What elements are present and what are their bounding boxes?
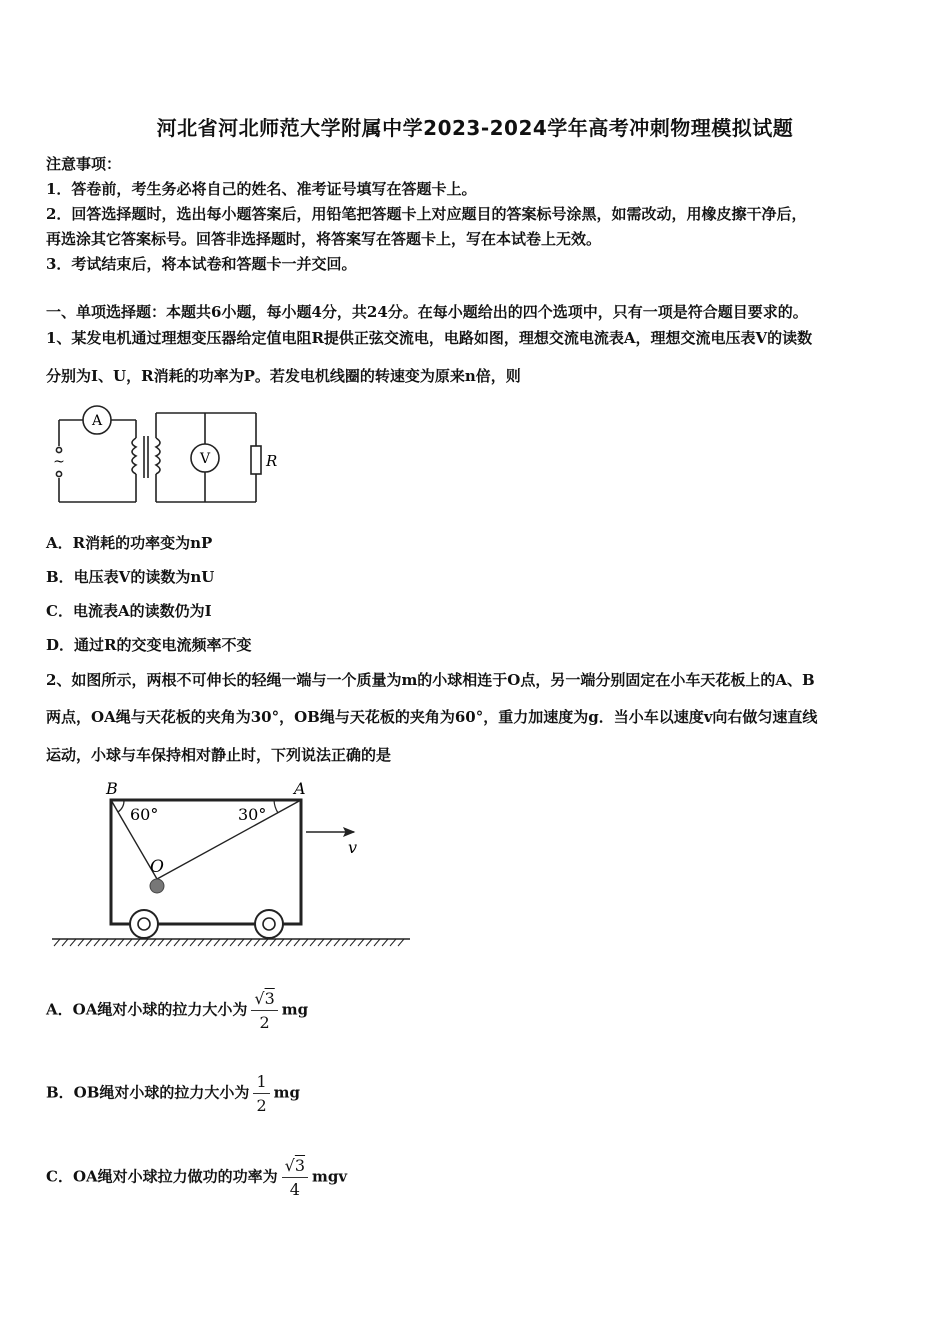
q1-option-c: C．电流表A的读数仍为I [46, 602, 212, 620]
fraction-denominator: 2 [259, 1013, 270, 1032]
q1-option-b: B．电压表V的读数为nU [46, 568, 215, 586]
voltmeter-label: V [199, 451, 211, 467]
point-b-label: B [106, 779, 118, 798]
angle-30-label: 30° [238, 805, 267, 824]
q2-option-b [46, 1072, 300, 1115]
ball [150, 879, 164, 893]
q1-circuit-diagram [48, 398, 288, 508]
notice-item-2b: 再选涂其它答案标号。回答非选择题时，将答案写在答题卡上，写在本试卷上无效。 [46, 230, 602, 248]
fraction-root3-over-4: $\frac{√3}{4}$ [282, 1156, 308, 1199]
q2-option-a-unit: mg [281, 1000, 309, 1019]
fraction-numerator: 3 [294, 1156, 306, 1175]
velocity-label: v [348, 838, 358, 857]
fraction-1-over-2 [253, 1072, 269, 1115]
resistor-label: R [266, 452, 278, 470]
notice-heading: 注意事项： [46, 155, 122, 173]
q2-cart-diagram [48, 776, 418, 956]
q2-stem-line2: 两点，OA绳与天花板的夹角为30°，OB绳与天花板的夹角为60°，重力加速度为g．当小车以速度v向右做匀速直线 [46, 708, 818, 726]
q1-option-d: D．通过R的交变电流频率不变 [46, 636, 252, 654]
ammeter-label: A [91, 413, 103, 429]
q2-option-c-text: C．OA绳对小球拉力做功的功率为 [46, 1167, 278, 1186]
notice-item-2a: 2．回答选择题时，选出每小题答案后，用铅笔把答题卡上对应题目的答案标号涂黑，如需改动，用橡皮擦干净后， [46, 205, 807, 223]
fraction-root3-over-2: $\frac{√3}{2}$ [251, 989, 277, 1032]
notice-item-1: 1．答卷前，考生务必将自己的姓名、准考证号填写在答题卡上。 [46, 180, 477, 198]
q2-stem-line1: 2、如图所示，两根不可伸长的轻绳一端与一个质量为m的小球相连于O点，另一端分别固定在小车天花板上的A、B [46, 671, 815, 689]
q2-option-b-unit: mg [273, 1083, 300, 1102]
q1-stem-line1: 1、某发电机通过理想变压器给定值电阻R提供正弦交流电，电路如图，理想交流电流表A，理想交流电压表V的读数 [46, 329, 813, 347]
q2-option-b-text: B．OB绳对小球的拉力大小为 [46, 1083, 250, 1102]
fraction-denominator: 4 [289, 1180, 300, 1199]
section-heading: 一、单项选择题：本题共6小题，每小题4分，共24分。在每小题给出的四个选项中，只有一项是符合题目要求的。 [46, 303, 808, 321]
q2-option-a-text: A．OA绳对小球的拉力大小为 [46, 1000, 248, 1019]
page-title: 河北省河北师范大学附属中学2023-2024学年高考冲刺物理模拟试题 [156, 116, 794, 140]
q2-option-a [46, 989, 308, 1032]
fraction-denominator: 2 [256, 1096, 267, 1115]
point-o-label: O [150, 857, 164, 877]
fraction-numerator: 1 [253, 1072, 269, 1094]
fraction-numerator: 3 [264, 989, 275, 1008]
notice-item-3: 3．考试结束后，将本试卷和答题卡一并交回。 [46, 255, 357, 273]
q2-option-c-unit: mgv [312, 1167, 348, 1186]
q1-stem-line2: 分别为I、U，R消耗的功率为P。若发电机线圈的转速变为原来n倍，则 [46, 367, 521, 385]
angle-60-label: 60° [130, 805, 159, 824]
q2-stem-line3: 运动，小球与车保持相对静止时，下列说法正确的是 [46, 746, 392, 764]
ac-source-symbol: ~ [53, 454, 65, 470]
point-a-label: A [294, 779, 306, 798]
q1-option-a: A．R消耗的功率变为nP [46, 534, 213, 552]
q2-option-c [46, 1156, 347, 1199]
